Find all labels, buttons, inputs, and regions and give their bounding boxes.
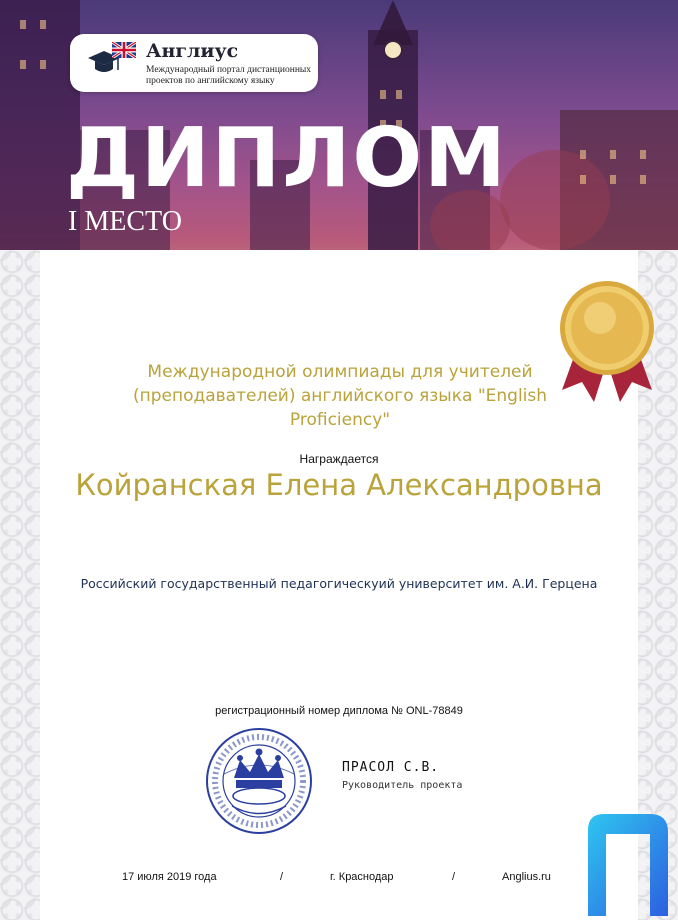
logo-subtitle: Международный портал дистанционных проектов по английскому языку bbox=[146, 65, 312, 86]
signer-role: Руководитель проекта bbox=[342, 780, 463, 791]
footer-separator: / bbox=[280, 871, 284, 883]
signer-name: ПРАСОЛ С.В. bbox=[342, 760, 440, 775]
footer-separator: / bbox=[452, 871, 456, 883]
issue-city: г. Краснодар bbox=[330, 871, 394, 883]
place-label: I МЕСТО bbox=[68, 206, 182, 237]
official-stamp bbox=[204, 726, 314, 836]
brand-watermark-icon bbox=[580, 810, 672, 916]
diploma-title: ДИПЛОМ bbox=[66, 111, 508, 206]
logo-title: Англиус bbox=[146, 40, 239, 62]
uk-flag-icon bbox=[112, 42, 136, 58]
site-link[interactable]: Anglius.ru bbox=[502, 871, 551, 883]
recipient-name: Койранская Елена Александровна bbox=[75, 468, 603, 502]
issue-date: 17 июля 2019 года bbox=[122, 871, 217, 883]
awarded-label: Награждается bbox=[299, 452, 379, 466]
anglius-logo bbox=[70, 34, 318, 92]
olympiad-name: Международной олимпиады для учителей (преподавателей) английского языка "English Proficiency" bbox=[132, 362, 548, 430]
registration-number: регистрационный номер диплома № ONL-78849 bbox=[215, 705, 463, 717]
university-name: Российский государственный педагогическуий университет им. А.И. Герцена bbox=[80, 576, 598, 591]
